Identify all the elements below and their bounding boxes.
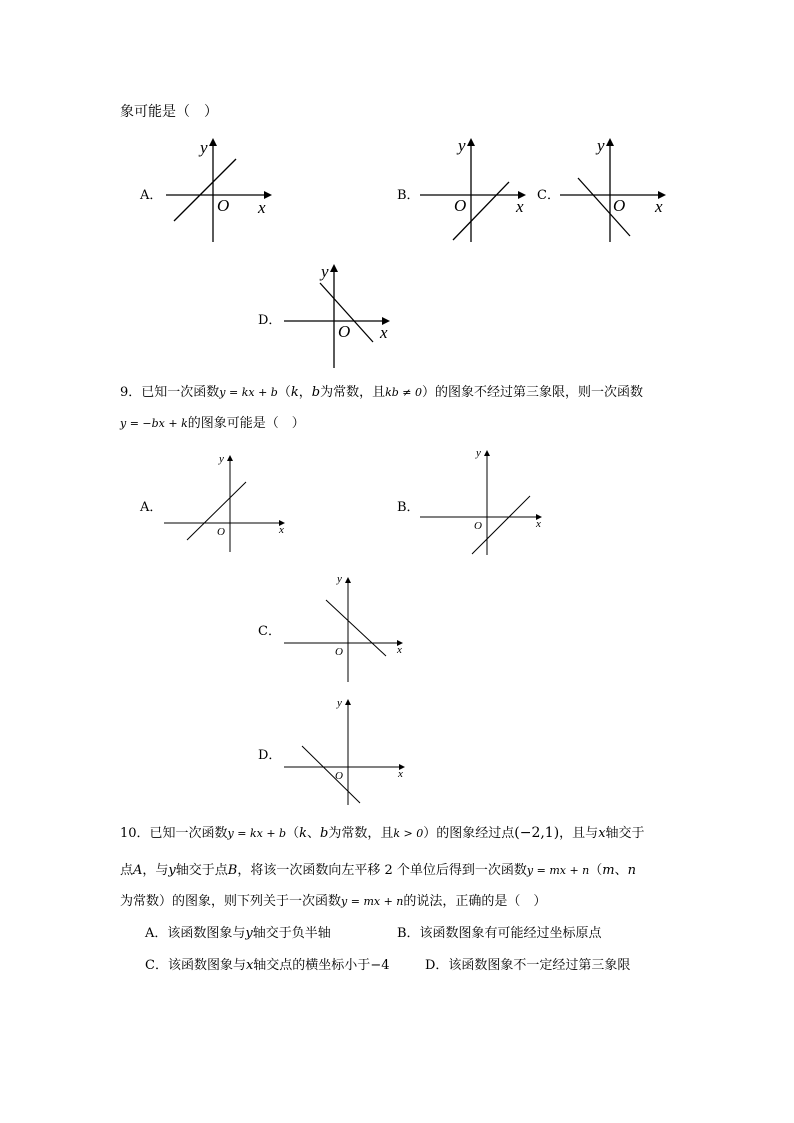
q9-comma: ，	[298, 385, 312, 400]
q9-d-y-label: y	[337, 697, 342, 709]
q10-option-a	[145, 927, 331, 940]
q9-option-a-label: A．	[140, 500, 163, 515]
q10-line-2	[120, 864, 636, 877]
q10-x: x	[598, 826, 606, 841]
q10-optC-text-2: 轴交点的横坐标小于	[253, 958, 371, 973]
q8-option-b-label: B．	[397, 188, 420, 203]
q9-text-intro: 9．已知一次函数	[120, 385, 220, 400]
q10-line-3	[120, 895, 546, 908]
q8-stem-tail: 象可能是（ ）	[120, 104, 218, 120]
q9-graph-c	[284, 578, 402, 682]
q9-option-d-label: D．	[258, 748, 282, 763]
q10-k: k	[299, 826, 307, 841]
q10-B: B	[227, 863, 238, 878]
q9-c-y-label: y	[337, 573, 342, 585]
q8-a-x-label: x	[258, 198, 266, 217]
q10-eq3: y = mx + n	[341, 895, 404, 908]
q9-cond: kb ≠ 0	[385, 386, 423, 399]
q9-text-question: 的图象可能是（ ）	[187, 416, 305, 431]
q10-cond: k > 0	[393, 827, 424, 840]
q9-text-condition: ）的图象不经过第三象限，则一次函数	[422, 385, 644, 400]
q10-b: b	[320, 826, 329, 841]
q8-a-y-label: y	[200, 138, 208, 157]
q8-c-origin: O	[613, 196, 626, 215]
q10-text-point: ）的图象经过点	[423, 826, 515, 841]
q10-optC-x: x	[245, 958, 254, 973]
q8-option-d-label: D．	[258, 313, 282, 328]
q9-graph-b	[420, 451, 541, 555]
q8-d-x-label: x	[380, 323, 388, 342]
q8-d-origin: O	[338, 322, 351, 341]
q10-optC-text-1: C．该函数图象与	[145, 958, 246, 973]
q10-m: m	[602, 863, 615, 878]
q9-eq2: y = −bx + k	[120, 417, 188, 430]
q10-text-const-2: 为常数）的图象，则下列关于一次函数	[120, 894, 342, 909]
q8-option-c-label: C．	[537, 188, 560, 203]
q9-b-x-label: x	[536, 518, 541, 530]
q10-sep: 、	[307, 826, 321, 841]
q8-c-x-label: x	[655, 197, 663, 216]
q10-point: (−2,1)	[514, 825, 560, 841]
q9-paren-open: （	[277, 385, 291, 400]
q9-d-origin: O	[335, 770, 343, 782]
q9-c-x-label: x	[397, 644, 402, 656]
q10-option-c	[145, 959, 389, 972]
q10-n: n	[627, 863, 636, 878]
q9-b-origin: O	[474, 520, 482, 532]
q9-a-origin: O	[217, 526, 225, 538]
q9-b: b	[311, 385, 321, 400]
q9-eq1: y = kx + b	[219, 386, 278, 399]
q9-option-b-label: B．	[397, 500, 420, 515]
q10-eq2: y = mx + n	[526, 864, 590, 877]
q8-d-y-label: y	[321, 262, 329, 281]
q10-text-intro: 10．已知一次函数	[120, 826, 228, 841]
q9-c-origin: O	[335, 646, 343, 658]
q9-k: k	[290, 385, 299, 400]
q10-paren-open: （	[286, 826, 300, 841]
q10-optC-value: −4	[370, 958, 390, 973]
q9-d-x-label: x	[398, 768, 403, 780]
q9-a-y-label: y	[219, 453, 224, 465]
q10-text-and: ，且与	[559, 826, 599, 841]
q8-c-y-label: y	[597, 136, 605, 155]
q9-text-const: 为常数，且	[320, 385, 386, 400]
q8-b-origin: O	[454, 196, 467, 215]
q10-text-with: ，与	[142, 863, 169, 878]
q8-a-origin: O	[217, 196, 230, 215]
q10-sep-2: 、	[614, 863, 628, 878]
q9-graph-d	[284, 700, 404, 805]
q10-text-point-word: 点	[120, 863, 134, 878]
q8-b-x-label: x	[516, 197, 524, 216]
q10-option-b: B．该函数图象有可能经过坐标原点	[397, 926, 602, 941]
q9-b-y-label: y	[476, 447, 481, 459]
q10-y: y	[168, 863, 176, 878]
q10-text-const: 为常数，且	[328, 826, 394, 841]
q8-b-y-label: y	[458, 136, 466, 155]
q10-paren-open-2: （	[589, 863, 603, 878]
q8-option-a-label: A．	[140, 188, 163, 203]
q10-eq1: y = kx + b	[227, 827, 287, 840]
q10-text-yaxis: 轴交于点	[175, 863, 228, 878]
q9-d-line	[302, 746, 360, 803]
q10-optA-y: y	[245, 926, 253, 941]
q10-text-shift: ，将该一次函数向左平移 2 个单位后得到一次函数	[237, 863, 527, 878]
q9-option-c-label: C．	[258, 624, 281, 639]
q10-text-axis: 轴交于	[605, 826, 645, 841]
q10-optA-text-1: A．该函数图象与	[145, 926, 246, 941]
q10-line-1	[120, 826, 645, 840]
q10-option-d: D．该函数图象不一定经过第三象限	[425, 958, 631, 973]
q9-a-x-label: x	[279, 524, 284, 536]
q10-optA-text-2: 轴交于负半轴	[252, 926, 331, 941]
q10-text-question: 的说法，正确的是（ ）	[403, 894, 547, 909]
q10-A: A	[133, 863, 143, 878]
